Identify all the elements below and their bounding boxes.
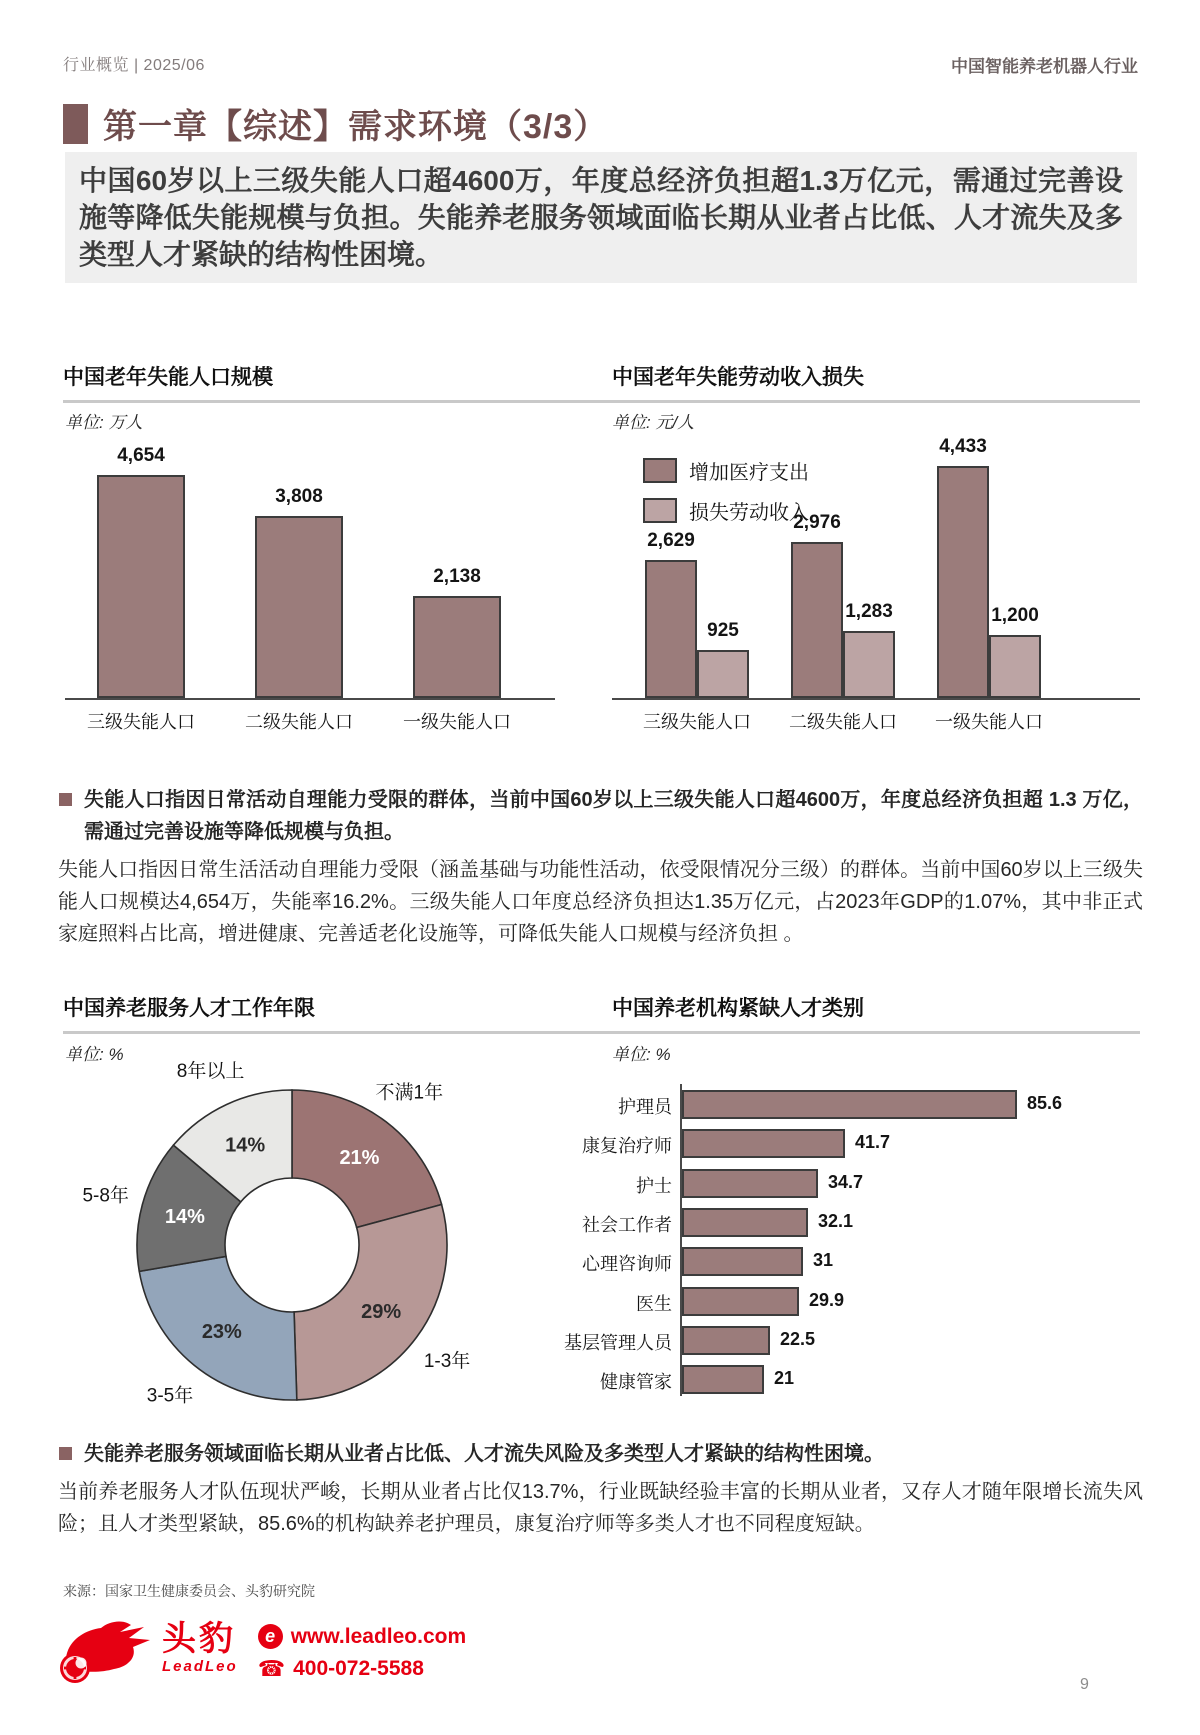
brand-block: [162, 1622, 238, 1675]
chart4-title: 中国养老机构紧缺人才类别: [612, 997, 864, 1020]
chart-titles-row-2: [63, 992, 1140, 1034]
bar-value-label: 2,976: [793, 512, 841, 533]
hbar-value-label: 29.9: [809, 1289, 845, 1310]
website-row: [258, 1624, 466, 1649]
chart-income-loss-plot: [612, 436, 1140, 732]
hbar-护士: [682, 1169, 818, 1198]
hbar-category-label: 基层管理人员: [564, 1332, 672, 1353]
donut-pct-label: 21%: [339, 1146, 380, 1169]
chart1-unit-label: 单位: 万人: [65, 413, 143, 432]
hbar-category-label: 健康管家: [600, 1372, 672, 1393]
bullet-square-icon: [59, 793, 72, 806]
chart-talent-shortage-plot: [560, 1080, 1140, 1402]
category-label: 二级失能人口: [245, 712, 353, 732]
phone-row: [258, 1656, 466, 1681]
contact-block: [258, 1624, 466, 1688]
hbar-category-label: 护士: [636, 1175, 672, 1196]
leadleo-leopard-logo: [56, 1616, 152, 1686]
bar-value-label: 4,654: [117, 445, 165, 466]
category-label: 三级失能人口: [643, 712, 751, 732]
bar-value-label: 1,283: [845, 601, 893, 622]
hbar-基层管理人员: [682, 1326, 770, 1355]
bar-三级失能人口: [97, 475, 185, 698]
phone-number: 400-072-5588: [293, 1656, 424, 1680]
category-label: 一级失能人口: [403, 712, 511, 732]
insight1-body: 失能人口指因日常生活活动自理能力受限（涵盖基础与功能性活动，依受限情况分三级）的群体。当前中国60岁以上三级失能人口规模达4,654万，失能率16.2%。三级失能人口年度总经济负担达1.35万亿元，占2023年GDP的1.07%，其中非正式家庭照料占比高，增进健康、完善适老化设施等，可降低失能人口规模与经济负担 。: [58, 859, 1143, 945]
legend-swatch-icon: [643, 458, 677, 483]
hbar-value-label: 41.7: [855, 1132, 891, 1153]
hbar-康复治疗师: [682, 1129, 845, 1158]
bar-一级失能人口-增加医疗支出: [937, 466, 989, 698]
brand-subname: LeadLeo: [162, 1658, 238, 1675]
hbar-category-label: 心理咨询师: [582, 1254, 672, 1275]
hbar-value-label: 21: [774, 1368, 795, 1389]
donut-pct-label: 14%: [225, 1134, 266, 1157]
legend-swatch-icon: [643, 498, 677, 523]
bar-一级失能人口-损失劳动收入: [989, 635, 1041, 698]
web-globe-icon: e: [258, 1624, 283, 1649]
header-left-text: 行业概览 | 2025/06: [63, 57, 205, 74]
donut-pct-label: 23%: [201, 1321, 242, 1344]
chart3-title: 中国养老服务人才工作年限: [63, 997, 315, 1020]
hbar-category-label: 医生: [636, 1293, 672, 1314]
source-note: 来源：国家卫生健康委员会、头豹研究院: [63, 1583, 315, 1599]
legend-item-增加医疗支出: [643, 456, 809, 485]
hbar-社会工作者: [682, 1208, 808, 1237]
donut-category-label: 5-8年: [82, 1185, 129, 1207]
category-label: 一级失能人口: [935, 712, 1043, 732]
donut-pct-label: 29%: [361, 1301, 402, 1324]
insight-block-1: [58, 784, 1143, 950]
bar-value-label: 3,808: [275, 486, 323, 507]
insight1-headline-text: 失能人口指因日常活动自理能力受限的群体，当前中国60岁以上三级失能人口超4600万，年度总经济负担超 1.3 万亿，需通过完善设施等降低规模与负担。: [84, 789, 1143, 843]
chart1-title: 中国老年失能人口规模: [63, 366, 273, 389]
bar-value-label: 4,433: [939, 436, 987, 457]
key-summary-box: 中国60岁以上三级失能人口超4600万，年度总经济负担超1.3万亿元，需通过完善设施等降低失能规模与负担。失能养老服务领域面临长期从业者占比低、人才流失及多类型人才紧缺的结构性困境。: [65, 152, 1137, 283]
bar-value-label: 2,138: [433, 566, 481, 587]
donut-category-label: 8年以上: [176, 1061, 245, 1083]
header-right-text: 中国智能养老机器人行业: [951, 57, 1138, 76]
insight2-headline-text: 失能养老服务领域面临长期从业者占比低、人才流失风险及多类型人才紧缺的结构性困境。: [84, 1443, 884, 1465]
hbar-医生: [682, 1287, 799, 1316]
brand-name: 头豹: [162, 1620, 236, 1658]
page-title: 第一章【综述】需求环境（3/3）: [103, 108, 609, 146]
chart2-title: 中国老年失能劳动收入损失: [612, 366, 864, 389]
chart2-unit-label: 单位: 元/人: [612, 413, 695, 432]
bullet-square-icon: [59, 1447, 72, 1460]
chart-titles-row-1: [63, 361, 1140, 403]
legend-label: 增加医疗支出: [689, 462, 809, 484]
category-label: 二级失能人口: [789, 712, 897, 732]
bar-value-label: 925: [707, 620, 739, 641]
insight-block-2: [58, 1438, 1143, 1540]
hbar-value-label: 31: [813, 1250, 834, 1271]
legend-label: 损失劳动收入: [689, 502, 809, 524]
hbar-value-label: 85.6: [1027, 1093, 1063, 1113]
hbar-category-label: 康复治疗师: [582, 1136, 672, 1157]
chart3-unit-label: 单位: %: [65, 1045, 124, 1064]
hbar-value-label: 32.1: [818, 1210, 854, 1231]
hbar-护理员: [682, 1090, 1017, 1119]
insight2-body: 当前养老服务人才队伍现状严峻，长期从业者占比仅13.7%，行业既缺经验丰富的长期从业者，又存人才随年限增长流失风险；且人才类型紧缺，85.6%的机构缺养老护理员，康复治疗师等多类人才也不同程度短缺。: [58, 1481, 1143, 1535]
insight2-headline: [58, 1438, 1143, 1470]
section-title-row: [63, 99, 608, 148]
footer: [56, 1616, 466, 1688]
page-number: 9: [1080, 1676, 1089, 1693]
insight1-headline: [58, 784, 1143, 848]
bar-value-label: 1,200: [991, 605, 1039, 626]
donut-chart-svg: [48, 1045, 568, 1417]
chart4-unit-label: 单位: %: [612, 1045, 671, 1064]
bar-value-label: 2,629: [647, 530, 695, 551]
bar-二级失能人口-损失劳动收入: [843, 631, 895, 698]
bar-二级失能人口: [255, 516, 343, 698]
hbar-category-label: 护理员: [618, 1097, 672, 1117]
donut-category-label: 3-5年: [146, 1385, 194, 1407]
title-accent-square: [63, 104, 88, 144]
phone-icon: ☎: [257, 1656, 286, 1681]
hbar-category-label: 社会工作者: [582, 1214, 672, 1235]
website-link[interactable]: www.leadleo.com: [290, 1624, 467, 1648]
donut-pct-label: 14%: [164, 1205, 205, 1228]
bar-三级失能人口-损失劳动收入: [697, 650, 749, 698]
category-label: 三级失能人口: [87, 712, 195, 732]
hbar-value-label: 22.5: [780, 1328, 816, 1349]
bar-一级失能人口: [413, 596, 501, 698]
chart-disabled-population-plot: [65, 440, 555, 732]
hbar-健康管家: [682, 1365, 764, 1394]
hbar-value-label: 34.7: [828, 1171, 864, 1192]
donut-category-label: 1-3年: [423, 1350, 471, 1372]
hbar-心理咨询师: [682, 1247, 803, 1276]
chart-work-years-donut: [48, 1045, 568, 1417]
donut-category-label: 不满1年: [375, 1082, 444, 1104]
